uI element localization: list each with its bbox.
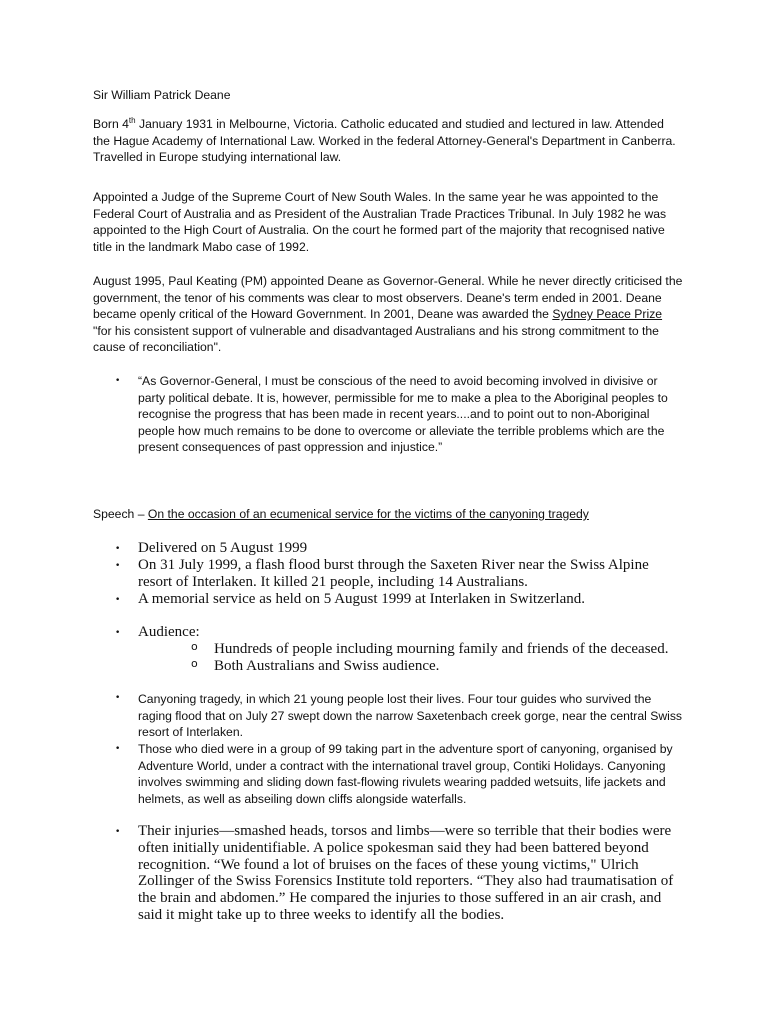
bullet-icon: • <box>115 544 121 554</box>
speech-heading <box>93 506 683 523</box>
bullet-icon: • <box>115 376 121 386</box>
bullet-icon: • <box>115 628 121 638</box>
paragraph-governor-before: August 1995, Paul Keating (PM) appointed Deane as Governor-General. While he never directly criticised the government, the tenor of his comments was clear to most observers. Deane's term ended in 2001. Deane became openly critical of the Howard Government. In 2001, Deane was awarded the <box>93 274 683 322</box>
bullet-icon: • <box>115 827 121 837</box>
audience-label: Audience: <box>138 624 200 640</box>
paragraph-birth <box>93 116 683 166</box>
detail-item: Those who died were in a group of 99 taking part in the adventure sport of canyoning, organised by Adventure World, under a contract with the international travel group, Contiki Holidays. Canyoning involves swimming and sliding down fast-flowing rivulets wearing padded wetsuits, life jackets and helmets, as well as abseiling down cliffs alongside waterfalls. <box>138 742 673 806</box>
fact-item: Delivered on 5 August 1999 <box>138 540 308 556</box>
sub-bullet-icon: o <box>191 640 198 653</box>
speech-title: On the occasion of an ecumenical service for the victims of the canyoning tragedy <box>147 507 589 521</box>
detail-item: Canyoning tragedy, in which 21 young people lost their lives. Four tour guides who survived the raging flood that on July 27 swept down the narrow Saxetenbach creek gorge, near the central Swiss resort of Interlaken. <box>138 692 683 740</box>
audience-item: Both Australians and Swiss audience. <box>214 658 440 674</box>
sydney-peace-prize-link[interactable]: Sydney Peace Prize <box>552 307 663 322</box>
bullet-icon: • <box>115 744 121 754</box>
bullet-icon: • <box>115 693 121 703</box>
paragraph-judge: Appointed a Judge of the Supreme Court of New South Wales. In the same year he was appointed to the Federal Court of Australia and as President of the Australian Trade Practices Tribunal. In July 1982 he was appointed to the High Court of Australia. On the court he formed part of the majority that recognised native title in the landmark Mabo case of 1992. <box>93 190 667 254</box>
audience-item: Hundreds of people including mourning family and friends of the deceased. <box>214 641 669 657</box>
paragraph-birth-born: Born 4 <box>93 117 129 131</box>
document-title: Sir William Patrick Deane <box>93 88 231 102</box>
quote-paragraph: “As Governor-General, I must be conscious of the need to avoid becoming involved in divisive or party political debate. It is, however, permissible for me to make a plea to the Aboriginal peoples to recognise the progress that has been made in recent years....and to point out to non-Aboriginal people how much remains to be done to overcome or alleviate the terrible problems which are the present consequences of past oppression and injustice.” <box>138 374 668 455</box>
paragraph-governor <box>93 273 683 356</box>
speech-label: Speech – <box>93 507 148 521</box>
paragraph-birth-rest: January 1931 in Melbourne, Victoria. Catholic educated and studied and lectured in law. Attended the Hague Academy of International Law. Worked in the federal Attorney-General's Department in Canberra. Travelled in Europe studying international law. <box>93 117 676 165</box>
sub-bullet-icon: o <box>191 657 198 670</box>
injuries-item: Their injuries—smashed heads, torsos and limbs—were so terrible that their bodies were often initially unidentifiable. A police spokesman said they had been battered beyond recognition. “We found a lot of bruises on the faces of these young victims," Ulrich Zollinger of the Swiss Forensics Institute told reporters. “They also had traumatisation of the brain and abdomen.” He compared the injuries to those suffered in an air crash, and said it might take up to three weeks to identify all the bodies. <box>138 823 674 923</box>
fact-item: A memorial service as held on 5 August 1999 at Interlaken in Switzerland. <box>138 591 585 607</box>
bullet-icon: • <box>115 595 121 605</box>
paragraph-birth-sup: th <box>128 115 136 125</box>
bullet-icon: • <box>115 561 121 571</box>
fact-item: On 31 July 1999, a flash flood burst through the Saxeten River near the Swiss Alpine resort of Interlaken. It killed 21 people, including 14 Australians. <box>138 557 649 590</box>
paragraph-governor-after: "for his consistent support of vulnerable and disadvantaged Australians and his strong commitment to the cause of reconciliation". <box>93 323 659 355</box>
